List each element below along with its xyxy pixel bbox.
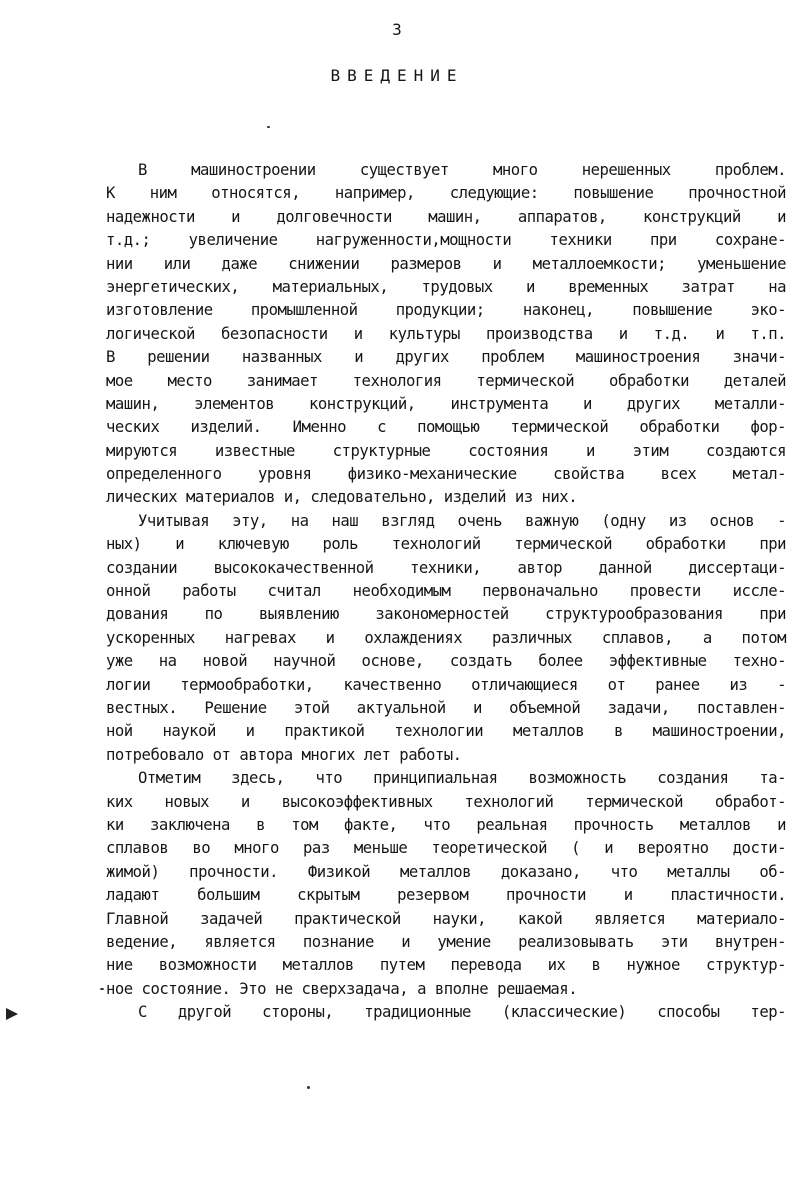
text-line: вестных. Решение этой актуальной и объемной задачи, поставлен-: [106, 698, 786, 717]
text-line: ное состояние. Это не сверхзадача, а вполне решаемая.: [106, 979, 578, 998]
text-line: С другой стороны, традиционные (классические) способы тер-: [138, 1003, 786, 1022]
text-line: В решении названных и других проблем машиностроения значи-: [106, 348, 786, 367]
text-line: ки заключена в том факте, что реальная прочность металлов и: [106, 815, 786, 834]
text-line: ких новых и высокоэффективных технологий термической обработ-: [106, 792, 786, 811]
text-line: ной наукой и практикой технологии металлов в машиностроении,: [106, 722, 786, 741]
scan-speck: [100, 988, 104, 990]
text-line: В машиностроении существует много нерешенных проблем.: [138, 161, 786, 179]
text-line: ных) и ключевую роль технологий термической обработки при: [106, 535, 786, 554]
text-line: мое место занимает технология термической обработки деталей: [106, 371, 786, 390]
text-line: дования по выявлению закономерностей структурообразования при: [106, 605, 786, 624]
text-line: ведение, является познание и умение реализовывать эти внутрен-: [106, 932, 786, 951]
text-line: нии или даже снижении размеров и металлоемкости; уменьшение: [106, 254, 786, 273]
text-line: ладают большим скрытым резервом прочности и пластичности.: [106, 886, 786, 905]
scan-speck: [267, 126, 270, 128]
text-line: Учитывая эту, на наш взгляд очень важную (одну из основ -: [138, 511, 786, 530]
text-line: К ним относятся, например, следующие: повышение прочностной: [106, 184, 786, 203]
text-line: мируются известные структурные состояния и этим создаются: [106, 441, 786, 460]
text-line: энергетических, материальных, трудовых и временных затрат на: [106, 277, 786, 296]
text-line: лических материалов и, следовательно, изделий из них.: [106, 488, 578, 507]
scan-speck: [307, 1086, 310, 1089]
text-line: определенного уровня физико-механические свойства всех метал-: [106, 465, 786, 484]
text-line: ускоренных нагревах и охлаждениях различных сплавов, а потом: [106, 628, 786, 647]
text-line: ческих изделий. Именно с помощью термической обработки фор-: [106, 418, 786, 437]
text-line: т.д.; увеличение нагруженности,мощности техники при сохране-: [106, 231, 786, 250]
text-line: сплавов во много раз меньше теоретической ( и вероятно дости-: [106, 839, 786, 858]
text-line: создании высококачественной техники, автор данной диссертаци-: [106, 558, 786, 577]
text-line: машин, элементов конструкций, инструмента и других металли-: [106, 394, 786, 413]
margin-arrow-mark: [6, 1008, 18, 1020]
text-line: логической безопасности и культуры производства и т.д. и т.п.: [106, 324, 786, 343]
text-line: Главной задачей практической науки, какой является материало-: [106, 909, 786, 928]
body-text: [106, 159, 786, 1024]
page-number: 3: [392, 20, 402, 39]
text-line: надежности и долговечности машин, аппаратов, конструкций и: [106, 207, 786, 226]
text-line: Отметим здесь, что принципиальная возможность создания та-: [138, 769, 786, 788]
text-line: логии термообработки, качественно отличающиеся от ранее из -: [106, 675, 786, 694]
text-line: изготовление промышленной продукции; наконец, повышение эко-: [106, 301, 786, 320]
text-line: потребовало от автора многих лет работы.: [106, 745, 462, 764]
text-line: онной работы считал необходимым первоначально провести иссле-: [106, 582, 786, 601]
text-line: жимой) прочности. Физикой металлов доказано, что металлы об-: [106, 862, 786, 881]
text-line: уже на новой научной основе, создать более эффективные техно-: [106, 652, 786, 671]
text-line: ние возможности металлов путем перевода их в нужное структур-: [106, 956, 786, 975]
section-heading: ВВЕДЕНИЕ: [330, 66, 464, 85]
